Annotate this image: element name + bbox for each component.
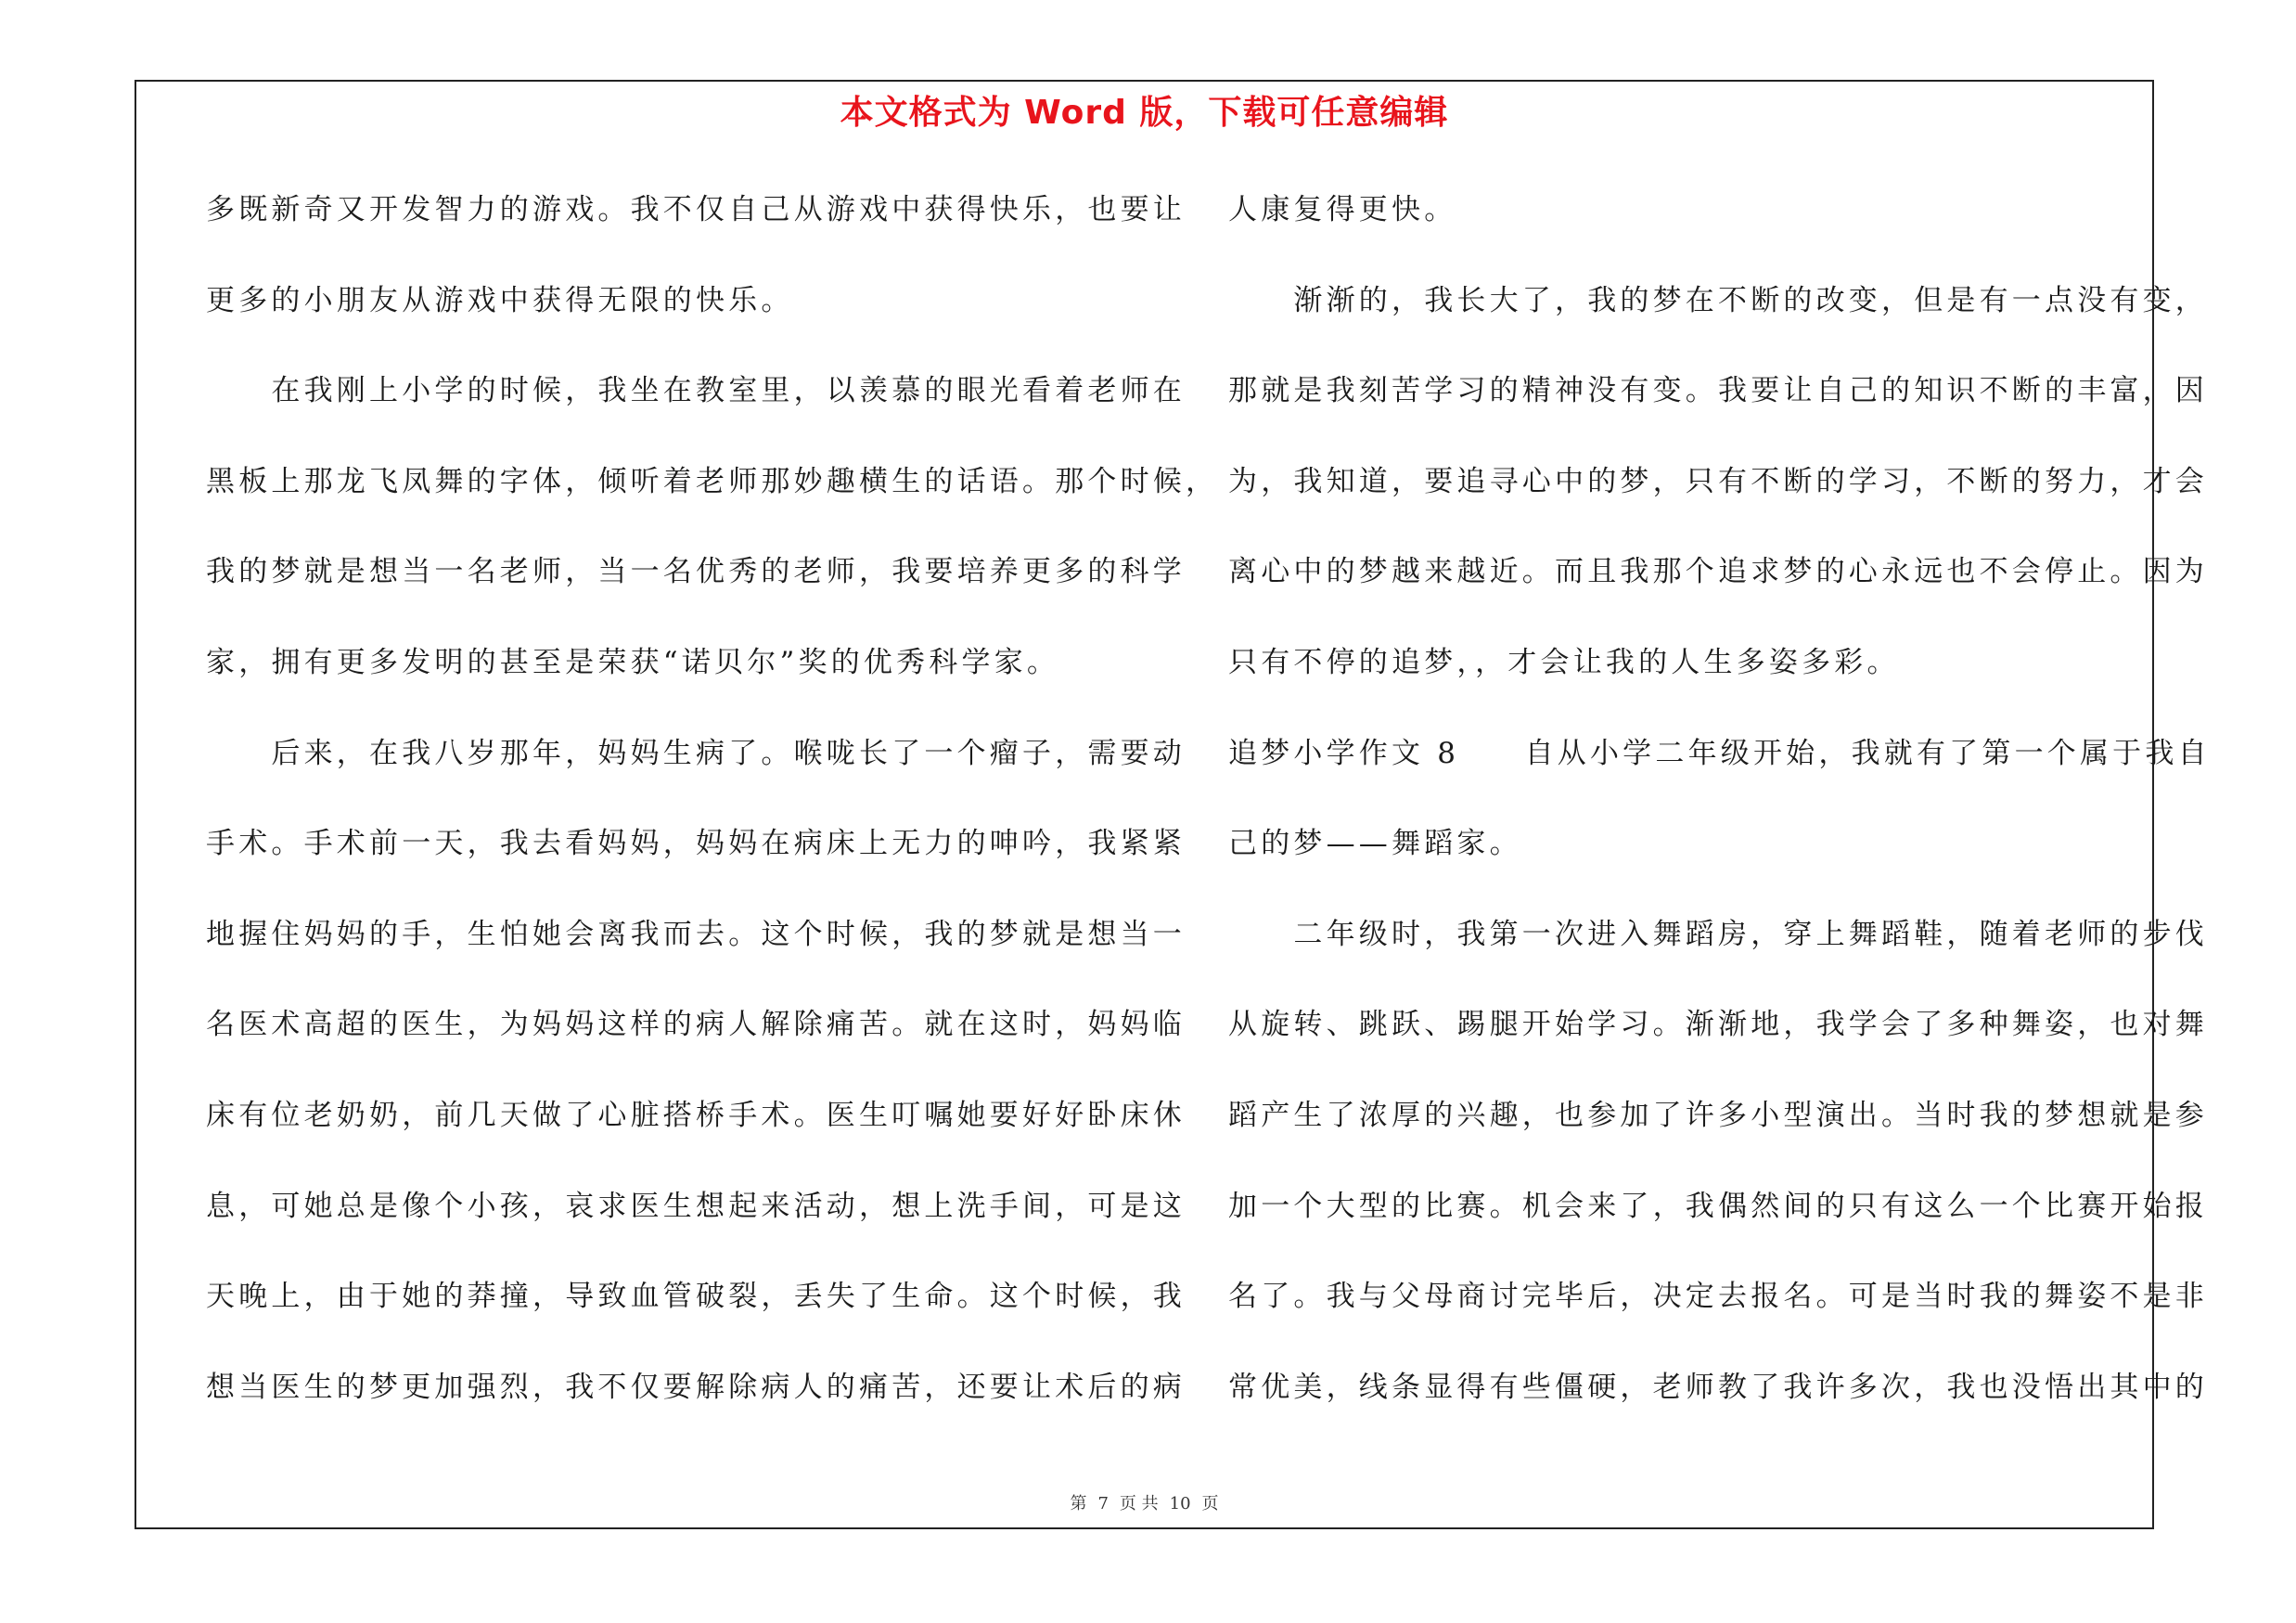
text-line: 在我刚上小学的时候，我坐在教室里，以羡慕的眼光看着老师在	[206, 374, 1186, 408]
text-line: 家，拥有更多发明的甚至是荣获“诺贝尔”奖的优秀科学家。	[206, 645, 1060, 679]
text-line: 人康复得更快。	[1228, 193, 1457, 226]
page-current-number: 7	[1097, 1494, 1109, 1514]
left-text-column	[206, 182, 1219, 1449]
page-label-suffix: 页	[1201, 1494, 1219, 1514]
text-line: 只有不停的追梦，，才会让我的人生多姿多彩。	[1228, 645, 1900, 679]
page-label-prefix: 第	[1070, 1494, 1087, 1514]
text-line: 名了。我与父母商讨完毕后，决定去报名。可是当时我的舞姿不是非	[1228, 1280, 2208, 1314]
text-line: 床有位老奶奶，前几天做了心脏搭桥手术。医生叮嘱她要好好卧床休	[206, 1098, 1186, 1132]
text-line: 地握住妈妈的手，生怕她会离我而去。这个时候，我的梦就是想当一	[206, 917, 1186, 951]
text-line: 渐渐的，我长大了，我的梦在不断的改变，但是有一点没有变，	[1228, 283, 2208, 317]
text-line: 更多的小朋友从游戏中获得无限的快乐。	[206, 283, 794, 317]
text-line: 息，可她总是像个小孩，哀求医生想起来活动，想上洗手间，可是这	[206, 1189, 1186, 1223]
text-line: 黑板上那龙飞凤舞的字体，倾听着老师那妙趣横生的话语。那个时候，	[206, 464, 1219, 498]
text-line: 为，我知道，要追寻心中的梦，只有不断的学习，不断的努力，才会	[1228, 464, 2208, 498]
text-line: 后来，在我八岁那年，妈妈生病了。喉咙长了一个瘤子，需要动	[206, 736, 1186, 770]
text-line: 我的梦就是想当一名老师，当一名优秀的老师，我要培养更多的科学	[206, 555, 1186, 589]
text-line: 从旋转、跳跃、踢腿开始学习。渐渐地，我学会了多种舞姿，也对舞	[1228, 1008, 2208, 1042]
text-line: 那就是我刻苦学习的精神没有变。我要让自己的知识不断的丰富，因	[1228, 374, 2208, 408]
text-line: 名医术高超的医生，为妈妈这样的病人解除痛苦。就在这时，妈妈临	[206, 1008, 1186, 1042]
page-total-number: 10	[1169, 1494, 1191, 1514]
text-line: 天晚上，由于她的莽撞，导致血管破裂，丢失了生命。这个时候，我	[206, 1280, 1186, 1314]
text-line: 常优美，线条显得有些僵硬，老师教了我许多次，我也没悟出其中的	[1228, 1370, 2208, 1404]
text-line: 加一个大型的比赛。机会来了，我偶然间的只有这么一个比赛开始报	[1228, 1189, 2208, 1223]
text-line: 想当医生的梦更加强烈，我不仅要解除病人的痛苦，还要让术后的病	[206, 1370, 1186, 1404]
page-label-middle: 页 共	[1119, 1494, 1159, 1514]
page-footer	[135, 1490, 2154, 1514]
text-line: 己的梦——舞蹈家。	[1228, 827, 1522, 861]
text-line: 手术。手术前一天，我去看妈妈，妈妈在病床上无力的呻吟，我紧紧	[206, 827, 1186, 861]
text-line: 多既新奇又开发智力的游戏。我不仅自己从游戏中获得快乐，也要让	[206, 193, 1186, 226]
text-line: 追梦小学作文 8 自从小学二年级开始，我就有了第一个属于我自	[1228, 736, 2211, 770]
document-banner: 本文格式为 Word 版，下载可任意编辑	[840, 94, 1449, 132]
text-line: 蹈产生了浓厚的兴趣，也参加了许多小型演出。当时我的梦想就是参	[1228, 1098, 2208, 1132]
text-line: 二年级时，我第一次进入舞蹈房，穿上舞蹈鞋，随着老师的步伐	[1228, 917, 2208, 951]
text-line: 离心中的梦越来越近。而且我那个追求梦的心永远也不会停止。因为	[1228, 555, 2208, 589]
right-text-column	[1228, 182, 2211, 1449]
